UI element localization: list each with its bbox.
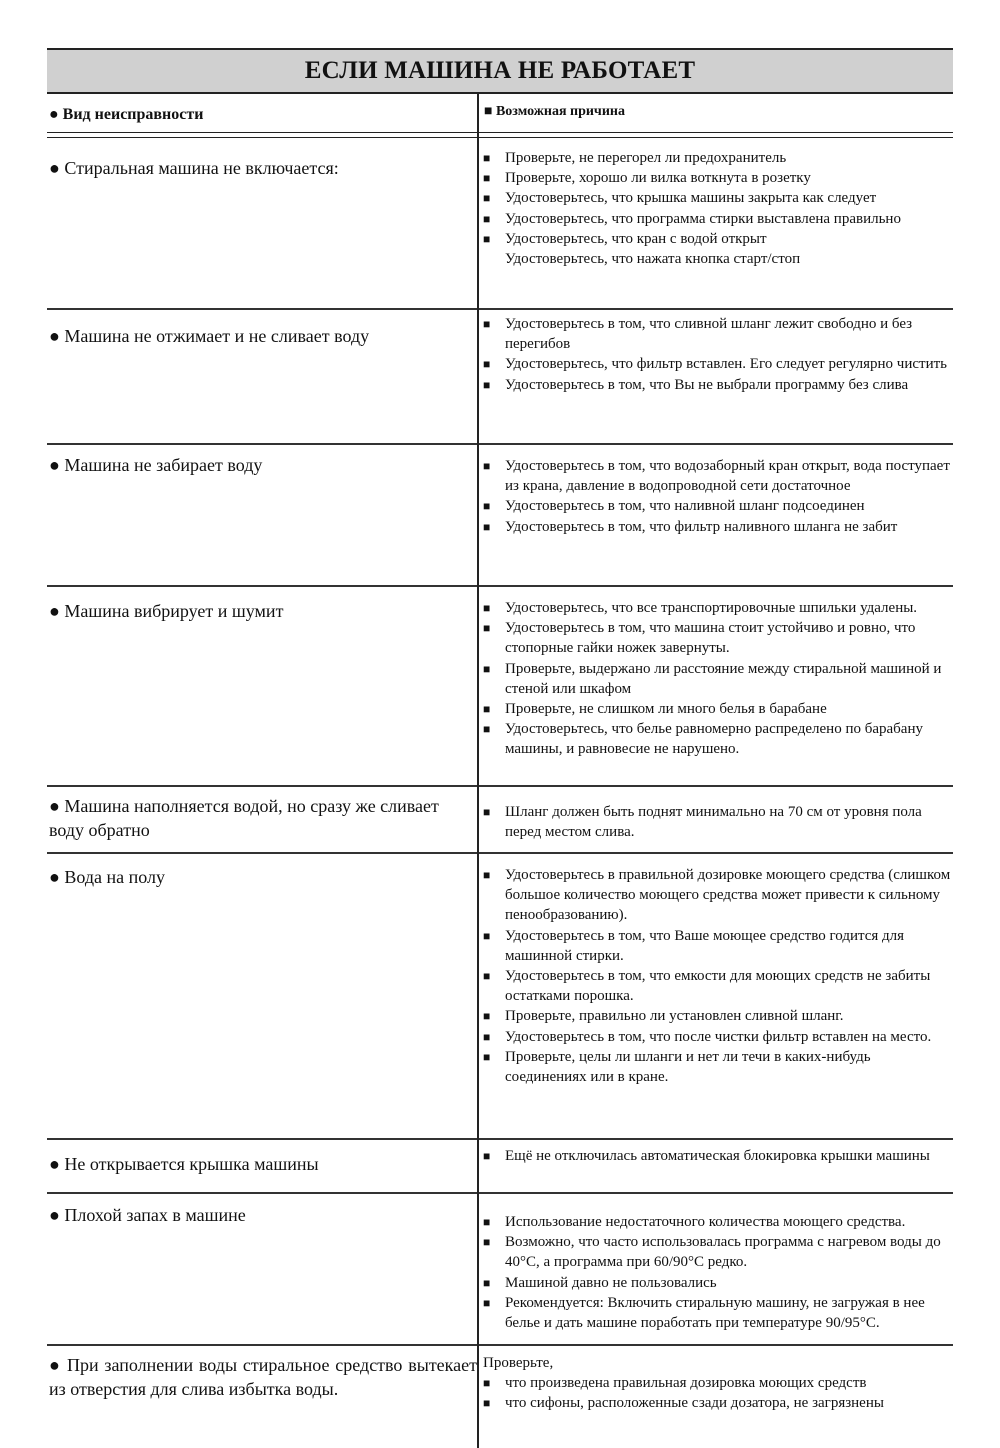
table-row xyxy=(47,587,953,787)
cause-item xyxy=(483,314,955,354)
square-bullet-icon: ■ xyxy=(483,621,491,636)
header-symptom: ● Вид неисправности xyxy=(49,106,204,123)
square-bullet-icon: ■ xyxy=(483,868,491,882)
cause-list xyxy=(483,456,955,537)
cause-item xyxy=(483,802,955,842)
symptom-text: ● Машина не забирает воду xyxy=(49,455,263,475)
cause-text: Возможно, что часто использовалась программа с нагревом воды до 40°С, а программа при 60/90°С редко. xyxy=(505,1234,941,1271)
cause-text: Удостоверьтесь, что фильтр вставлен. Его следует регулярно чистить xyxy=(505,356,948,373)
cause-text: Удостоверьтесь в том, что фильтр наливного шланга не забит xyxy=(505,518,898,535)
cause-text: Удостоверьтесь в том, что водозаборный кран открыт, вода поступает из крана, давление в водопроводной сети достаточное xyxy=(505,458,950,495)
cause-text: Проверьте, правильно ли установлен сливной шланг. xyxy=(505,1008,844,1025)
cause-item xyxy=(483,456,955,496)
square-bullet-icon: ■ xyxy=(483,969,491,984)
square-bullet-icon: ■ xyxy=(483,317,491,331)
cause-text: Удостоверьтесь в том, что Ваше моющее средство годится для машинной стирки. xyxy=(505,927,905,964)
cause-text: Проверьте, хорошо ли вилка воткнута в розетку xyxy=(505,170,811,187)
cause-item xyxy=(483,659,955,699)
symptom-text: ● Не открывается крышка машины xyxy=(49,1154,319,1174)
square-bullet-icon: ■ xyxy=(483,1295,491,1310)
cause-text: Удостоверьтесь, что программа стирки выставлена правильно xyxy=(505,210,901,227)
square-bullet-icon: ■ xyxy=(483,519,491,534)
square-bullet-icon: ■ xyxy=(483,1049,491,1064)
table-row xyxy=(47,1346,953,1446)
column-divider xyxy=(477,1140,479,1194)
square-bullet-icon: ■ xyxy=(483,928,491,943)
table-row xyxy=(47,854,953,1140)
cause-text: Удостоверьтесь в том, что Вы не выбрали программу без слива xyxy=(505,376,909,393)
table-row xyxy=(47,787,953,854)
symptom-text: ● Плохой запах в машине xyxy=(49,1205,246,1225)
cause-text: Удостоверьтесь в том, что после чистки фильтр вставлен на место. xyxy=(505,1028,932,1045)
cause-text: Проверьте, не слишком ли много белья в барабане xyxy=(505,701,827,718)
cause-text: Проверьте, выдержано ли расстояние между стиральной машиной и стеной или шкафом xyxy=(505,660,942,697)
cause-item xyxy=(483,517,955,537)
square-bullet-icon: ■ xyxy=(483,231,491,246)
symptom-text: ● Машина наполняется водой, но сразу же сливает воду обратно xyxy=(49,796,439,840)
cause-item xyxy=(483,1212,955,1232)
symptom-text: ● Машина не отжимает и не сливает воду xyxy=(49,326,370,346)
cause-item xyxy=(483,966,955,1006)
cause-item xyxy=(483,1293,955,1333)
symptom-text: ● Машина вибрирует и шумит xyxy=(49,601,284,621)
table-row xyxy=(47,310,953,445)
square-bullet-icon: ■ xyxy=(483,1235,491,1250)
square-bullet-icon: ■ xyxy=(483,377,491,392)
square-bullet-icon: ■ xyxy=(483,151,491,165)
column-divider xyxy=(477,138,479,310)
cause-lead: Проверьте, xyxy=(483,1355,554,1371)
square-bullet-icon: ■ xyxy=(483,805,491,819)
table-row xyxy=(47,1140,953,1194)
square-bullet-icon: ■ xyxy=(483,357,491,372)
cause-item xyxy=(483,375,955,395)
cause-item xyxy=(483,926,955,966)
cause-text: Шланг должен быть поднят минимально на 70 см от уровня пола перед местом слива. xyxy=(505,804,922,841)
cause-text: Ещё не отключилась автоматическая блокировка крышки машины xyxy=(505,1148,930,1164)
square-bullet-icon: ■ xyxy=(483,171,491,186)
cause-item xyxy=(483,496,955,516)
cause-text: Удостоверьтесь в том, что машина стоит устойчиво и ровно, что стопорные гайки ножек завернуты. xyxy=(505,620,916,657)
column-divider xyxy=(477,854,479,1140)
cause-list xyxy=(483,148,955,269)
cause-item xyxy=(483,354,955,374)
cause-list xyxy=(483,1146,955,1166)
page-title: ЕСЛИ МАШИНА НЕ РАБОТАЕТ xyxy=(304,57,696,84)
cause-item xyxy=(483,699,955,719)
square-bullet-icon: ■ xyxy=(483,661,491,676)
symptom-text: ● Стиральная машина не включается: xyxy=(49,158,339,178)
column-divider xyxy=(477,587,479,787)
cause-item xyxy=(483,618,955,658)
square-bullet-icon: ■ xyxy=(483,499,491,514)
square-bullet-icon: ■ xyxy=(483,702,491,717)
cause-item xyxy=(483,865,955,926)
page-title-bar xyxy=(47,48,953,94)
cause-text: Удостоверьтесь, что все транспортировочные шпильки удалены. xyxy=(505,600,918,616)
column-divider xyxy=(477,1194,479,1346)
column-divider xyxy=(477,1346,479,1448)
cause-item xyxy=(483,1373,955,1393)
cause-item xyxy=(483,1027,955,1047)
square-bullet-icon: ■ xyxy=(483,1376,491,1390)
cause-text: Удостоверьтесь, что кран с водой открыт Удостоверьтесь, что нажата кнопка старт/стоп xyxy=(505,230,801,268)
table-row xyxy=(47,138,953,310)
cause-text: Проверьте, не перегорел ли предохранитель xyxy=(505,150,787,166)
cause-list xyxy=(483,802,955,842)
cause-text: Удостоверьтесь в том, что сливной шланг лежит свободно и без перегибов xyxy=(505,316,913,353)
cause-item xyxy=(483,188,955,208)
cause-list xyxy=(483,1353,955,1413)
square-bullet-icon: ■ xyxy=(483,191,491,206)
square-bullet-icon: ■ xyxy=(483,1009,491,1024)
column-divider xyxy=(477,787,479,854)
cause-item xyxy=(483,148,955,168)
cause-text: что сифоны, расположенные сзади дозатора, не загрязнены xyxy=(505,1395,884,1412)
cause-text: Машиной давно не пользовались xyxy=(505,1274,717,1291)
cause-text: Удостоверьтесь, что крышка машины закрыта как следует xyxy=(505,190,877,207)
column-divider xyxy=(477,94,479,132)
square-bullet-icon: ■ xyxy=(483,722,491,737)
symptom-text: ● Вода на полу xyxy=(49,867,166,887)
square-bullet-icon: ■ xyxy=(483,1275,491,1290)
cause-list xyxy=(483,1212,955,1333)
cause-list xyxy=(483,314,955,395)
square-bullet-icon: ■ xyxy=(483,459,491,473)
header-cause: ■ Возможная причина xyxy=(484,104,625,119)
cause-item xyxy=(483,719,955,759)
cause-item xyxy=(483,1393,955,1413)
cause-text: Проверьте, целы ли шланги и нет ли течи в каких-нибудь соединениях или в кране. xyxy=(505,1048,871,1086)
troubleshooting-page xyxy=(47,48,953,1446)
cause-text: Рекомендуется: Включить стиральную машину, не загружая в нее белье и дать машине поработать при температуре 90/95°С. xyxy=(505,1294,925,1332)
cause-item xyxy=(483,1006,955,1026)
table-row xyxy=(47,445,953,587)
cause-item xyxy=(483,1047,955,1087)
square-bullet-icon: ■ xyxy=(483,1149,491,1163)
square-bullet-icon: ■ xyxy=(483,211,491,226)
troubleshooting-table xyxy=(47,138,953,1446)
cause-item xyxy=(483,1273,955,1293)
cause-text: Использование недостаточного количества моющего средства. xyxy=(505,1214,906,1230)
cause-item xyxy=(483,598,955,618)
cause-list xyxy=(483,865,955,1087)
cause-text: Удостоверьтесь в том, что емкости для моющих средств не забиты остатками порошка. xyxy=(505,968,931,1005)
column-divider xyxy=(477,445,479,587)
cause-item xyxy=(483,229,955,269)
square-bullet-icon: ■ xyxy=(483,1029,491,1044)
symptom-text: ● При заполнении воды стиральное средство вытекает из отверстия для слива избытка воды. xyxy=(49,1355,477,1399)
cause-item xyxy=(483,168,955,188)
cause-text: Удостоверьтесь, что белье равномерно распределено по барабану машины, и равновесие не нарушено. xyxy=(505,721,923,758)
cause-list xyxy=(483,598,955,760)
table-row xyxy=(47,1194,953,1346)
cause-item xyxy=(483,209,955,229)
cause-text: что произведена правильная дозировка моющих средств xyxy=(505,1375,867,1391)
column-divider xyxy=(477,310,479,445)
square-bullet-icon: ■ xyxy=(483,601,491,615)
cause-item xyxy=(483,1232,955,1272)
square-bullet-icon: ■ xyxy=(483,1396,491,1411)
table-header xyxy=(47,94,953,133)
square-bullet-icon: ■ xyxy=(483,1215,491,1229)
cause-item xyxy=(483,1146,955,1166)
cause-text: Удостоверьтесь в правильной дозировке моющего средства (слишком большое количество моющего средства может привести к сильному пенообразованию). xyxy=(505,867,951,924)
cause-text: Удостоверьтесь в том, что наливной шланг подсоединен xyxy=(505,498,865,515)
